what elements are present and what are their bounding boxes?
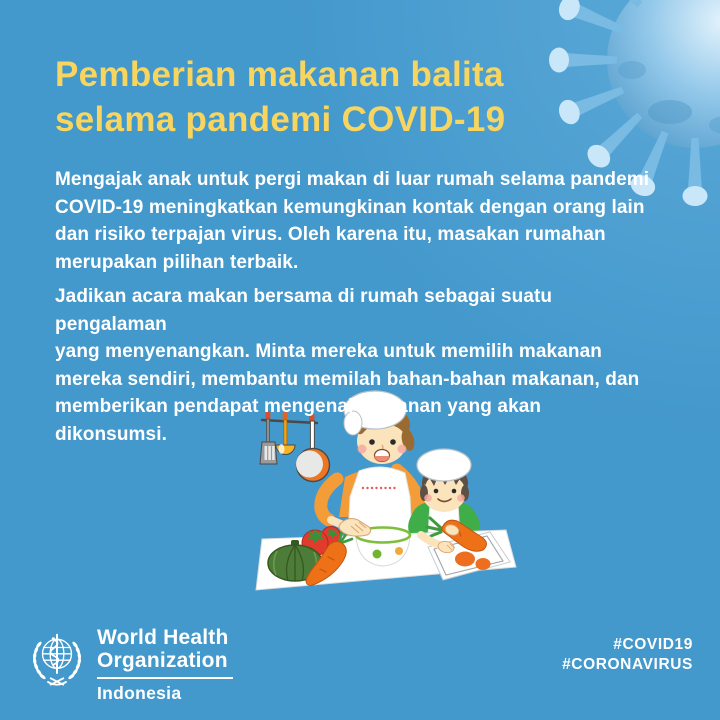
who-name-line1: World Health <box>97 626 229 649</box>
hashtag-coronavirus: #CORONAVIRUS <box>562 656 693 673</box>
intro-paragraph-line: Mengajak anak untuk pergi makan di luar rumah selama pandemi <box>55 169 650 190</box>
who-wordmark <box>97 626 233 704</box>
who-divider <box>97 677 233 679</box>
who-logo <box>28 626 233 704</box>
hashtag-covid19: #COVID19 <box>613 636 693 653</box>
advice-paragraph-line: yang menyenangkan. Minta mereka untuk memilih makanan <box>55 341 602 362</box>
who-emblem-icon <box>28 629 86 695</box>
page-title-line2: selama pandemi COVID-19 <box>55 100 506 139</box>
advice-paragraph-line: mereka sendiri, membantu memilah bahan-bahan makanan, dan <box>55 368 640 390</box>
advice-paragraph <box>55 283 655 448</box>
intro-paragraph-line: merupakan pilihan terbaik. <box>55 251 299 273</box>
advice-paragraph-line: Jadikan acara makan bersama di rumah sebagai suatu pengalaman <box>55 286 553 335</box>
page-title-line1: Pemberian makanan balita <box>55 55 504 94</box>
page-title <box>55 52 675 142</box>
who-country-label: Indonesia <box>97 683 182 703</box>
advice-paragraph-line: memberikan pendapat mengenai makanan yang akan dikonsumsi. <box>55 396 542 445</box>
who-name-line2: Organization <box>97 649 228 672</box>
hashtags <box>562 635 693 675</box>
intro-paragraph-line: COVID-19 meningkatkan kemungkinan kontak dengan orang lain <box>55 196 645 218</box>
intro-paragraph-line: dan risiko terpajan virus. Oleh karena itu, masakan rumahan <box>55 224 606 245</box>
intro-paragraph <box>55 166 655 276</box>
